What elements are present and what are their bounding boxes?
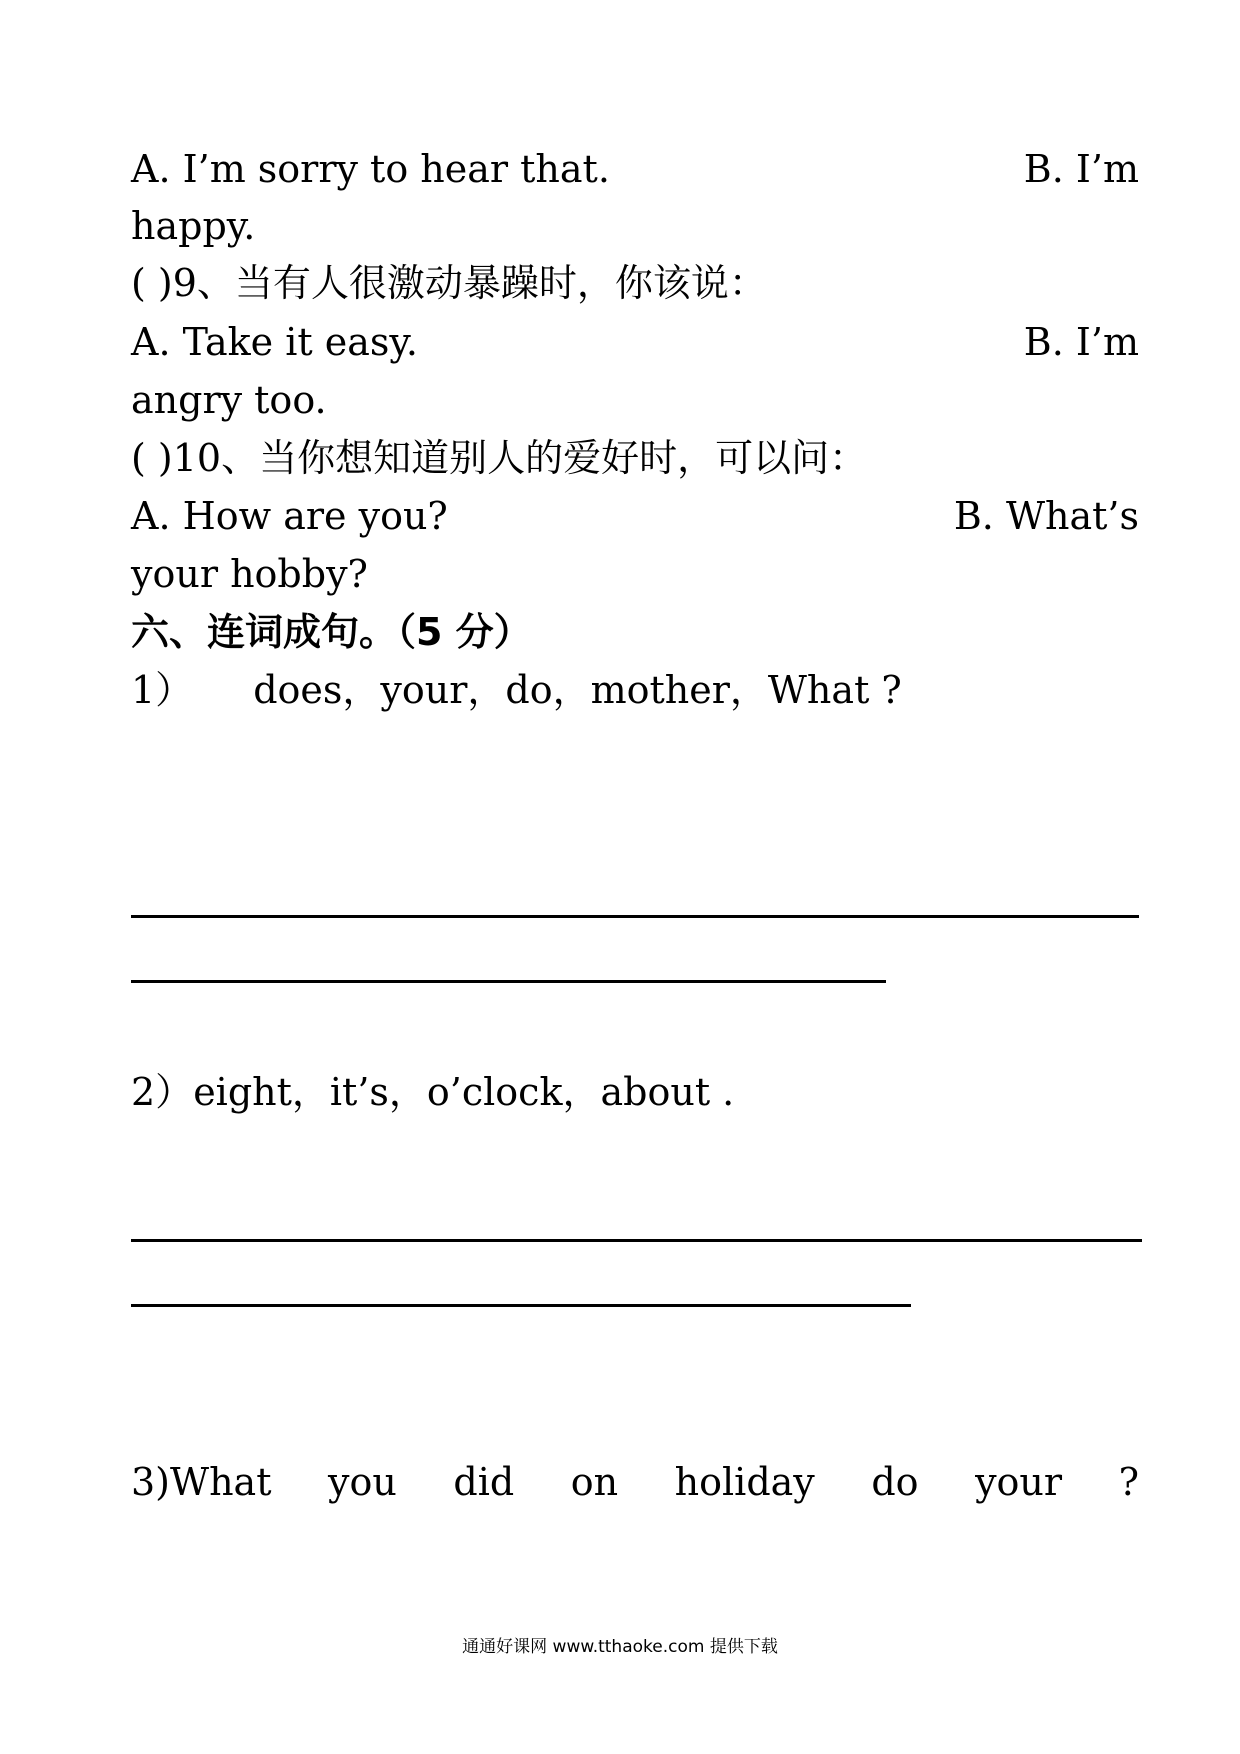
section-6-heading: 六、连词成句。（5 分） (131, 610, 532, 654)
sentence-1 (131, 666, 1139, 714)
q8-options-row (131, 145, 1139, 193)
q10-option-b-continued: your hobby? (131, 552, 368, 596)
answer-line-2a[interactable] (131, 1239, 1142, 1242)
q10-prompt: ( )10、当你想知道别人的爱好时，可以问： (131, 436, 868, 480)
sentence-3-word: did (453, 1460, 515, 1504)
answer-line-1a[interactable] (131, 915, 1139, 918)
q8-option-b-continued: happy. (131, 204, 256, 248)
q10-option-a: A. How are you? (131, 494, 448, 538)
answer-line-1b[interactable] (131, 980, 886, 983)
sentence-3-word: your (975, 1460, 1063, 1504)
footer-credit: 通通好课网 www.tthaoke.com 提供下载 (462, 1637, 778, 1657)
sentence-3-word: ? (1118, 1460, 1139, 1504)
sentence-2 (131, 1068, 1139, 1116)
q9-option-a: A. Take it easy. (131, 320, 418, 364)
sentence-3 (131, 1458, 1139, 1506)
q9-prompt: ( )9、当有人很激动暴躁时，你该说： (131, 261, 767, 305)
sentence-1-words: does，your，do，mother，What ? (253, 668, 902, 712)
sentence-3-word: you (328, 1460, 397, 1504)
q10-option-b: B. What’s (953, 494, 1139, 538)
sentence-3-number: 3) (131, 1460, 171, 1504)
q8-option-a: A. I’m sorry to hear that. (131, 147, 610, 191)
q9-option-b-continued: angry too. (131, 378, 327, 422)
sentence-1-number: 1） (131, 668, 194, 712)
sentence-3-word: do (871, 1460, 919, 1504)
sentence-3-word: holiday (674, 1460, 815, 1504)
sentence-3-word: 3)What (131, 1460, 272, 1504)
q10-options-row (131, 492, 1139, 540)
q9-option-b: B. I’m (1023, 320, 1139, 364)
sentence-2-words: eight，it’s，o’clock，about . (193, 1070, 735, 1114)
q9-options-row (131, 318, 1139, 366)
q8-option-b: B. I’m (1023, 147, 1139, 191)
sentence-2-number: 2） (131, 1070, 194, 1114)
answer-line-2b[interactable] (131, 1304, 911, 1307)
sentence-3-word: on (570, 1460, 619, 1504)
